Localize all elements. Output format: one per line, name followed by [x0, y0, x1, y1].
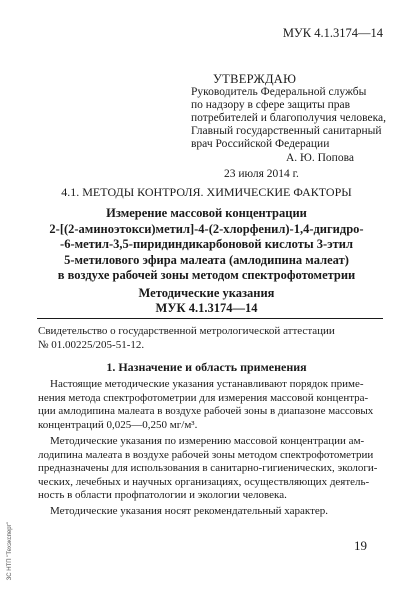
- approval-date: 23 июля 2014 г.: [224, 168, 299, 180]
- approval-title: УТВЕРЖДАЮ: [213, 72, 297, 86]
- approval-line: потребителей и благополучия человека,: [191, 112, 386, 124]
- paragraph-line: Методические указания по измерению массовой концентрации ам-: [50, 435, 365, 447]
- title-line: 5-метилового эфира малеата (амлодипина малеат): [64, 252, 349, 267]
- approval-line: Главный государственный санитарный: [191, 125, 382, 137]
- document-subtitle: [0, 286, 413, 316]
- paragraph-line: Методические указания носят рекомендательный характер.: [50, 505, 329, 517]
- document-title: [0, 206, 413, 284]
- certificate-line: Свидетельство о государственной метрологической аттестации: [38, 325, 335, 337]
- paragraph-line: ции амлодипина малеата в воздухе рабочей зоны в диапазоне массовых: [38, 405, 374, 418]
- page-number: 19: [354, 538, 367, 553]
- section1-title: 1. Назначение и область применения: [106, 360, 307, 374]
- paragraph-line: ность в области профпатологии и экологии человека.: [38, 489, 287, 502]
- subtitle-line: Методические указания: [138, 286, 275, 300]
- divider: [37, 318, 383, 319]
- section-header: 4.1. МЕТОДЫ КОНТРОЛЯ. ХИМИЧЕСКИЕ ФАКТОРЫ: [61, 185, 352, 199]
- certificate-paragraph: [38, 325, 335, 352]
- title-line: -6-метил-3,5-пиридиндикарбоновой кислоты 3-этил: [60, 237, 353, 251]
- paragraph-2: [38, 435, 377, 503]
- paragraph-1: [38, 378, 373, 432]
- paragraph-line: концентраций 0,025—0,250 мг/м³.: [38, 418, 198, 431]
- subtitle-line: МУК 4.1.3174—14: [155, 301, 258, 315]
- paragraph-line: Настоящие методические указания устанавливают порядок приме-: [50, 378, 364, 390]
- approval-signer: А. Ю. Попова: [286, 152, 354, 164]
- watermark-stamp: ЗС НТП "Техэксперт": [7, 521, 13, 581]
- paragraph-line: ческих, лечебных и научных организациях, осуществляющих деятель-: [38, 475, 370, 488]
- document-code: МУК 4.1.3174—14: [282, 26, 383, 40]
- paragraph-line: лодипина малеата в воздухе рабочей зоны методом спектрофотометрии: [38, 448, 374, 461]
- title-line: в воздухе рабочей зоны методом спектрофотометрии: [57, 268, 356, 282]
- certificate-line: № 01.00225/205-51-12.: [38, 338, 145, 351]
- title-line: 2-[(2-аминоэтокси)метил]-4-(2-хлорфенил)-1,4-дигидро-: [49, 221, 364, 236]
- approval-line: Руководитель Федеральной службы: [191, 86, 367, 98]
- title-line: Измерение массовой концентрации: [106, 206, 307, 220]
- approval-line: по надзору в сфере защиты прав: [191, 99, 351, 111]
- paragraph-line: нения метода спектрофотометрии для измерения массовой концентра-: [38, 391, 369, 404]
- approval-line: врач Российской Федерации: [191, 138, 330, 150]
- paragraph-line: предназначены для использования в санитарно-гигиенических, экологи-: [38, 462, 378, 475]
- paragraph-3: [38, 505, 328, 519]
